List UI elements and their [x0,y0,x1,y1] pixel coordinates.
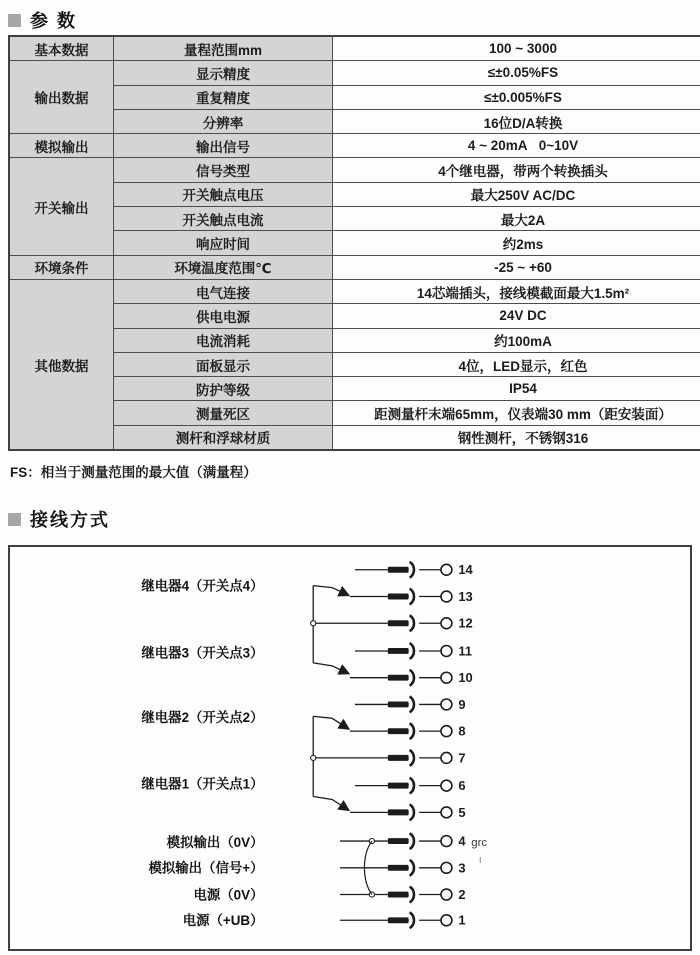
terminal-13-plug-icon [388,594,409,600]
section-marker-square-icon [8,14,21,27]
table-row [9,61,700,85]
terminal-13-number: 13 [458,588,473,604]
terminal-14-number: 14 [458,562,473,578]
wiring-label: 电源（0V） [193,887,264,903]
junction-node-icon [311,621,316,626]
parameter-value-cell: 约2ms [333,231,700,255]
relay-group-1-switch-arm-bottom [313,663,349,674]
group-label-cell: 环境条件 [9,255,114,279]
terminal-4-number: 4 [458,833,466,849]
parameter-name-cell: 测杆和浮球材质 [114,425,333,450]
terminal-3-socket-icon [410,860,414,876]
terminal-11-plug-icon [388,648,409,654]
terminal-2-socket-icon [410,887,414,903]
terminal-6-plug-icon [388,783,409,789]
parameter-value-cell: 16位D/A转换 [333,109,700,133]
parameter-name-cell: 开关触点电流 [114,207,333,231]
parameter-name-cell: 分辨率 [114,109,333,133]
terminal-8-socket-icon [410,723,414,739]
terminal-1-socket-icon [410,912,414,928]
terminal-10-plug-icon [388,675,409,681]
group-label-cell: 开关输出 [9,158,114,255]
parameter-name-cell: 供电电源 [114,304,333,328]
table-row [9,352,700,376]
parameter-name-cell: 电气连接 [114,279,333,303]
section-marker-square-icon [8,513,21,526]
terminal-9-number: 9 [458,696,466,712]
terminal-3-ring-icon [441,862,452,873]
wiring-label: 电源（+UB） [182,913,264,929]
terminal-14-plug-icon [388,567,409,573]
terminal-6-socket-icon [410,778,414,794]
parameter-name-cell: 重复精度 [114,85,333,109]
terminal-2-plug-icon [388,892,409,898]
fs-footnote: FS：相当于测量范围的最大值（满量程） [10,465,257,480]
wiring-label: 模拟输出（0V） [166,834,264,850]
parameter-value-cell: 距测量杆末端65mm，仪表端30 mm（距安装面） [333,401,700,425]
table-row [9,36,700,61]
terminal-1-number: 1 [458,912,466,928]
parameter-value-cell: 14芯端插头，接线模截面最大1.5m² [333,279,700,303]
terminal-9-socket-icon [410,697,414,713]
parameter-name-cell: 测量死区 [114,401,333,425]
table-row [9,134,700,158]
terminal-11-number: 11 [458,643,473,659]
terminal-3-number: 3 [458,860,466,876]
wiring-label: 模拟输出（信号+） [148,860,264,876]
parameter-name-cell: 响应时间 [114,231,333,255]
terminal-4-annotation: grc [471,837,488,850]
terminal-6-number: 6 [458,778,466,794]
terminal-12-number: 12 [458,615,473,631]
terminal-8-ring-icon [441,726,452,737]
terminal-11-socket-icon [410,643,414,659]
section-heading-wiring [8,506,110,532]
table-row [9,377,700,401]
terminal-10-number: 10 [458,670,473,686]
parameter-value-cell: 4 ~ 20mA 0~10V [333,134,700,158]
table-row [9,304,700,328]
relay-group-1-switch-arm-top [313,586,349,596]
section-heading-parameters-label: 参 数 [30,11,78,31]
parameter-value-cell: 最大2A [333,207,700,231]
section-heading-wiring-label: 接线方式 [30,510,110,530]
terminal-7-socket-icon [410,750,414,766]
relay-group-2-switch-arm-top [313,716,349,729]
terminal-2-number: 2 [458,887,466,902]
parameter-value-cell: 24V DC [333,304,700,328]
parameter-value-cell: 最大250V AC/DC [333,182,700,206]
parameter-name-cell: 面板显示 [114,352,333,376]
wiring-label: 继电器4（开关点4） [141,578,264,594]
parameter-name-cell: 环境温度范围℃ [114,255,333,279]
terminal-1-plug-icon [388,917,409,923]
terminal-3-plug-icon [388,865,409,871]
parameter-name-cell: 量程范围mm [114,36,333,61]
group-label-cell: 模拟输出 [9,134,114,158]
parameter-value-cell: 100 ~ 3000 [333,36,700,61]
parameters-table [8,35,700,451]
relay-group-2-switch-arm-bottom [313,797,349,811]
table-row [9,85,700,109]
table-row [9,158,700,182]
parameter-name-cell: 电流消耗 [114,328,333,352]
group-label-cell: 输出数据 [9,61,114,134]
terminal-5-socket-icon [410,804,414,820]
terminal-13-ring-icon [441,591,452,602]
section-heading-parameters [8,7,77,33]
terminal-4-plug-icon [388,838,409,844]
terminal-4-ring-icon [441,836,452,847]
terminal-8-plug-icon [388,728,409,734]
terminal-6-ring-icon [441,780,452,791]
terminal-9-ring-icon [441,699,452,710]
terminal-14-socket-icon [410,562,414,578]
terminal-7-ring-icon [441,752,452,763]
table-row [9,109,700,133]
parameter-value-cell: 4个继电器，带两个转换插头 [333,158,700,182]
terminal-12-ring-icon [441,618,452,629]
table-row [9,328,700,352]
wiring-label: 继电器3（开关点3） [141,645,264,661]
terminal-9-plug-icon [388,701,409,707]
group-label-cell: 基本数据 [9,36,114,61]
terminal-11-ring-icon [441,646,452,657]
junction-node-icon [311,755,316,760]
wiring-label: 继电器2（开关点2） [141,710,264,726]
parameter-name-cell: 防护等级 [114,377,333,401]
terminal-4-socket-icon [410,833,414,849]
terminal-5-plug-icon [388,809,409,815]
terminal-2-ring-icon [441,889,452,900]
parameter-value-cell: 4位，LED显示，红色 [333,352,700,376]
wiring-diagram-frame [8,545,692,951]
terminal-7-plug-icon [388,755,409,761]
table-row [9,279,700,303]
terminal-13-socket-icon [410,589,414,605]
terminal-10-socket-icon [410,670,414,686]
terminal-5-ring-icon [441,807,452,818]
terminal-12-socket-icon [410,615,414,631]
terminal-7-number: 7 [458,750,466,766]
parameter-value-cell: IP54 [333,377,700,401]
wiring-label: 继电器1（开关点1） [141,776,264,792]
parameter-value-cell: 钢性测杆，不锈钢316 [333,425,700,450]
wiring-diagram-svg [10,547,690,949]
table-row [9,207,700,231]
parameter-value-cell: ≤±0.05%FS [333,61,700,85]
table-row [9,255,700,279]
table-row [9,425,700,450]
table-row [9,182,700,206]
parameter-value-cell: ≤±0.005%FS [333,85,700,109]
parameter-value-cell: 约100mA [333,328,700,352]
terminal-10-ring-icon [441,672,452,683]
parameters-table-body [9,36,700,450]
terminal-14-ring-icon [441,564,452,575]
terminal-5-number: 5 [458,804,466,820]
parameter-name-cell: 输出信号 [114,134,333,158]
parameter-name-cell: 开关触点电压 [114,182,333,206]
group-label-cell: 其他数据 [9,279,114,450]
terminal-8-number: 8 [458,723,466,739]
terminal-12-plug-icon [388,620,409,626]
parameter-value-cell: -25 ~ +60 [333,255,700,279]
table-row [9,401,700,425]
parameter-name-cell: 显示精度 [114,61,333,85]
parameter-name-cell: 信号类型 [114,158,333,182]
terminal-1-ring-icon [441,915,452,926]
table-row [9,231,700,255]
